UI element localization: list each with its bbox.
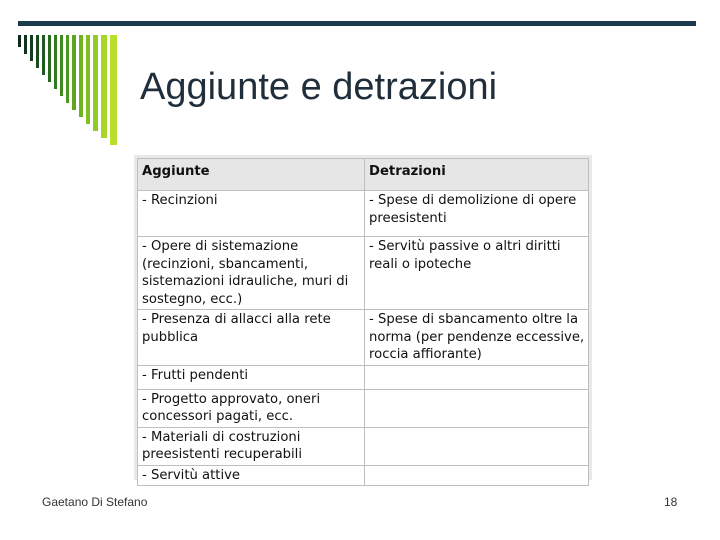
footer-author: Gaetano Di Stefano: [42, 495, 148, 509]
bar: [93, 35, 98, 131]
table-row: [138, 365, 589, 389]
cell-detrazioni: [365, 365, 589, 389]
cell-aggiunte: - Opere di sistemazione (recinzioni, sbancamenti, sistemazioni idrauliche, muri di sostegno, ecc.): [138, 237, 365, 310]
table-header-row: [138, 159, 589, 191]
cell-detrazioni: [365, 465, 589, 486]
cell-detrazioni: [365, 389, 589, 427]
header-aggiunte: Aggiunte: [138, 159, 365, 191]
bar: [72, 35, 76, 110]
table-frame: [134, 155, 592, 483]
cell-aggiunte: - Progetto approvato, oneri concessori pagati, ecc.: [138, 389, 365, 427]
bar: [60, 35, 63, 96]
bar: [48, 35, 51, 82]
bar: [24, 35, 27, 54]
bar: [42, 35, 45, 75]
cell-detrazioni: [365, 427, 589, 465]
cell-aggiunte: - Presenza di allacci alla rete pubblica: [138, 310, 365, 366]
bar: [110, 35, 117, 145]
slide-title: Aggiunte e detrazioni: [140, 66, 498, 108]
bar: [18, 35, 21, 47]
table-row: [138, 427, 589, 465]
cell-detrazioni: - Spese di demolizione di opere preesistenti: [365, 191, 589, 237]
comparison-table: [137, 158, 589, 486]
bar: [79, 35, 83, 117]
cell-aggiunte: - Servitù attive: [138, 465, 365, 486]
table-row: [138, 389, 589, 427]
bar: [36, 35, 39, 68]
bar: [86, 35, 90, 124]
table-row: [138, 465, 589, 486]
bar: [66, 35, 69, 103]
table-row: [138, 237, 589, 310]
cell-detrazioni: - Spese di sbancamento oltre la norma (per pendenze eccessive, roccia affiorante): [365, 310, 589, 366]
table-row: [138, 310, 589, 366]
cell-detrazioni: - Servitù passive o altri diritti reali o ipoteche: [365, 237, 589, 310]
cell-aggiunte: - Frutti pendenti: [138, 365, 365, 389]
table-row: [138, 191, 589, 237]
header-detrazioni: Detrazioni: [365, 159, 589, 191]
bar: [101, 35, 107, 138]
cell-aggiunte: - Materiali di costruzioni preesistenti recuperabili: [138, 427, 365, 465]
cell-aggiunte: - Recinzioni: [138, 191, 365, 237]
bar: [54, 35, 57, 89]
decorative-bars: [0, 0, 130, 150]
page-number: 18: [664, 495, 678, 509]
bar: [30, 35, 33, 61]
